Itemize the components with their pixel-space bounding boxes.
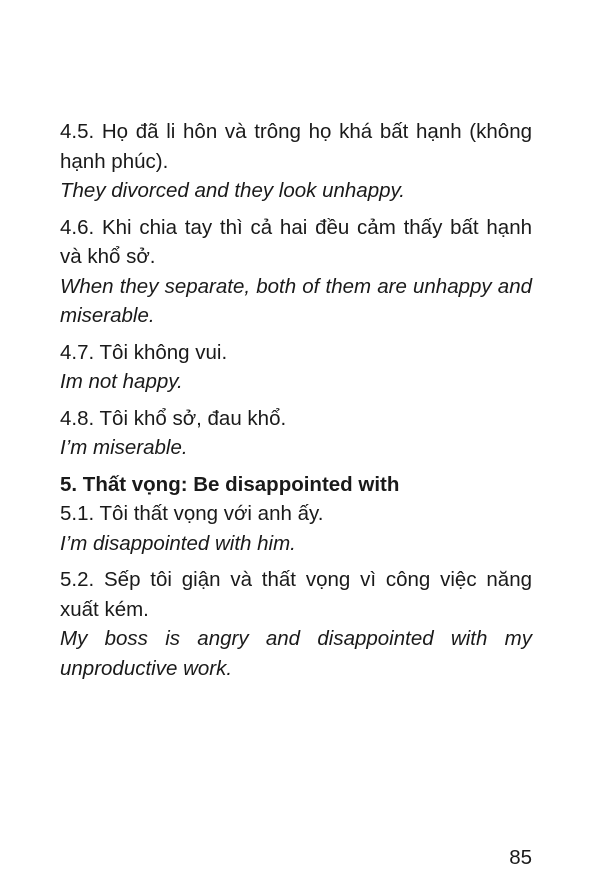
entry-5-2 [60, 565, 532, 683]
english-translation: When they separate, both of them are unhappy and miserable. [60, 274, 532, 327]
english-translation: I’m disappointed with him. [60, 531, 296, 555]
entry-4-6 [60, 213, 532, 331]
english-translation: They divorced and they look unhappy. [60, 179, 405, 202]
english-translation: Im not happy. [60, 370, 183, 393]
vietnamese-sentence: 4.6. Khi chia tay thì cả hai đều cảm thấy bất hạnh và khổ sở. [60, 215, 532, 268]
english-translation: I’m miserable. [60, 436, 188, 459]
page-content [60, 117, 532, 690]
vietnamese-sentence: 5.1. Tôi thất vọng với anh ấy. [60, 502, 324, 525]
vietnamese-sentence: 4.7. Tôi không vui. [60, 340, 228, 364]
entry-5-1 [60, 499, 532, 558]
english-translation: My boss is angry and disappointed with my unproductive work. [60, 627, 532, 680]
vietnamese-sentence: 5.2. Sếp tôi giận và thất vọng vì công việc năng xuất kém. [60, 568, 532, 621]
entry-4-7 [60, 338, 532, 397]
vietnamese-sentence: 4.5. Họ đã li hôn và trông họ khá bất hạnh (không hạnh phúc). [60, 120, 532, 173]
entry-4-8 [60, 404, 532, 463]
vietnamese-sentence: 4.8. Tôi khổ sở, đau khổ. [60, 406, 287, 430]
page-number: 85 [509, 846, 532, 869]
section-heading: 5. Thất vọng: Be disappointed with [60, 472, 400, 496]
entry-4-5 [60, 117, 532, 206]
